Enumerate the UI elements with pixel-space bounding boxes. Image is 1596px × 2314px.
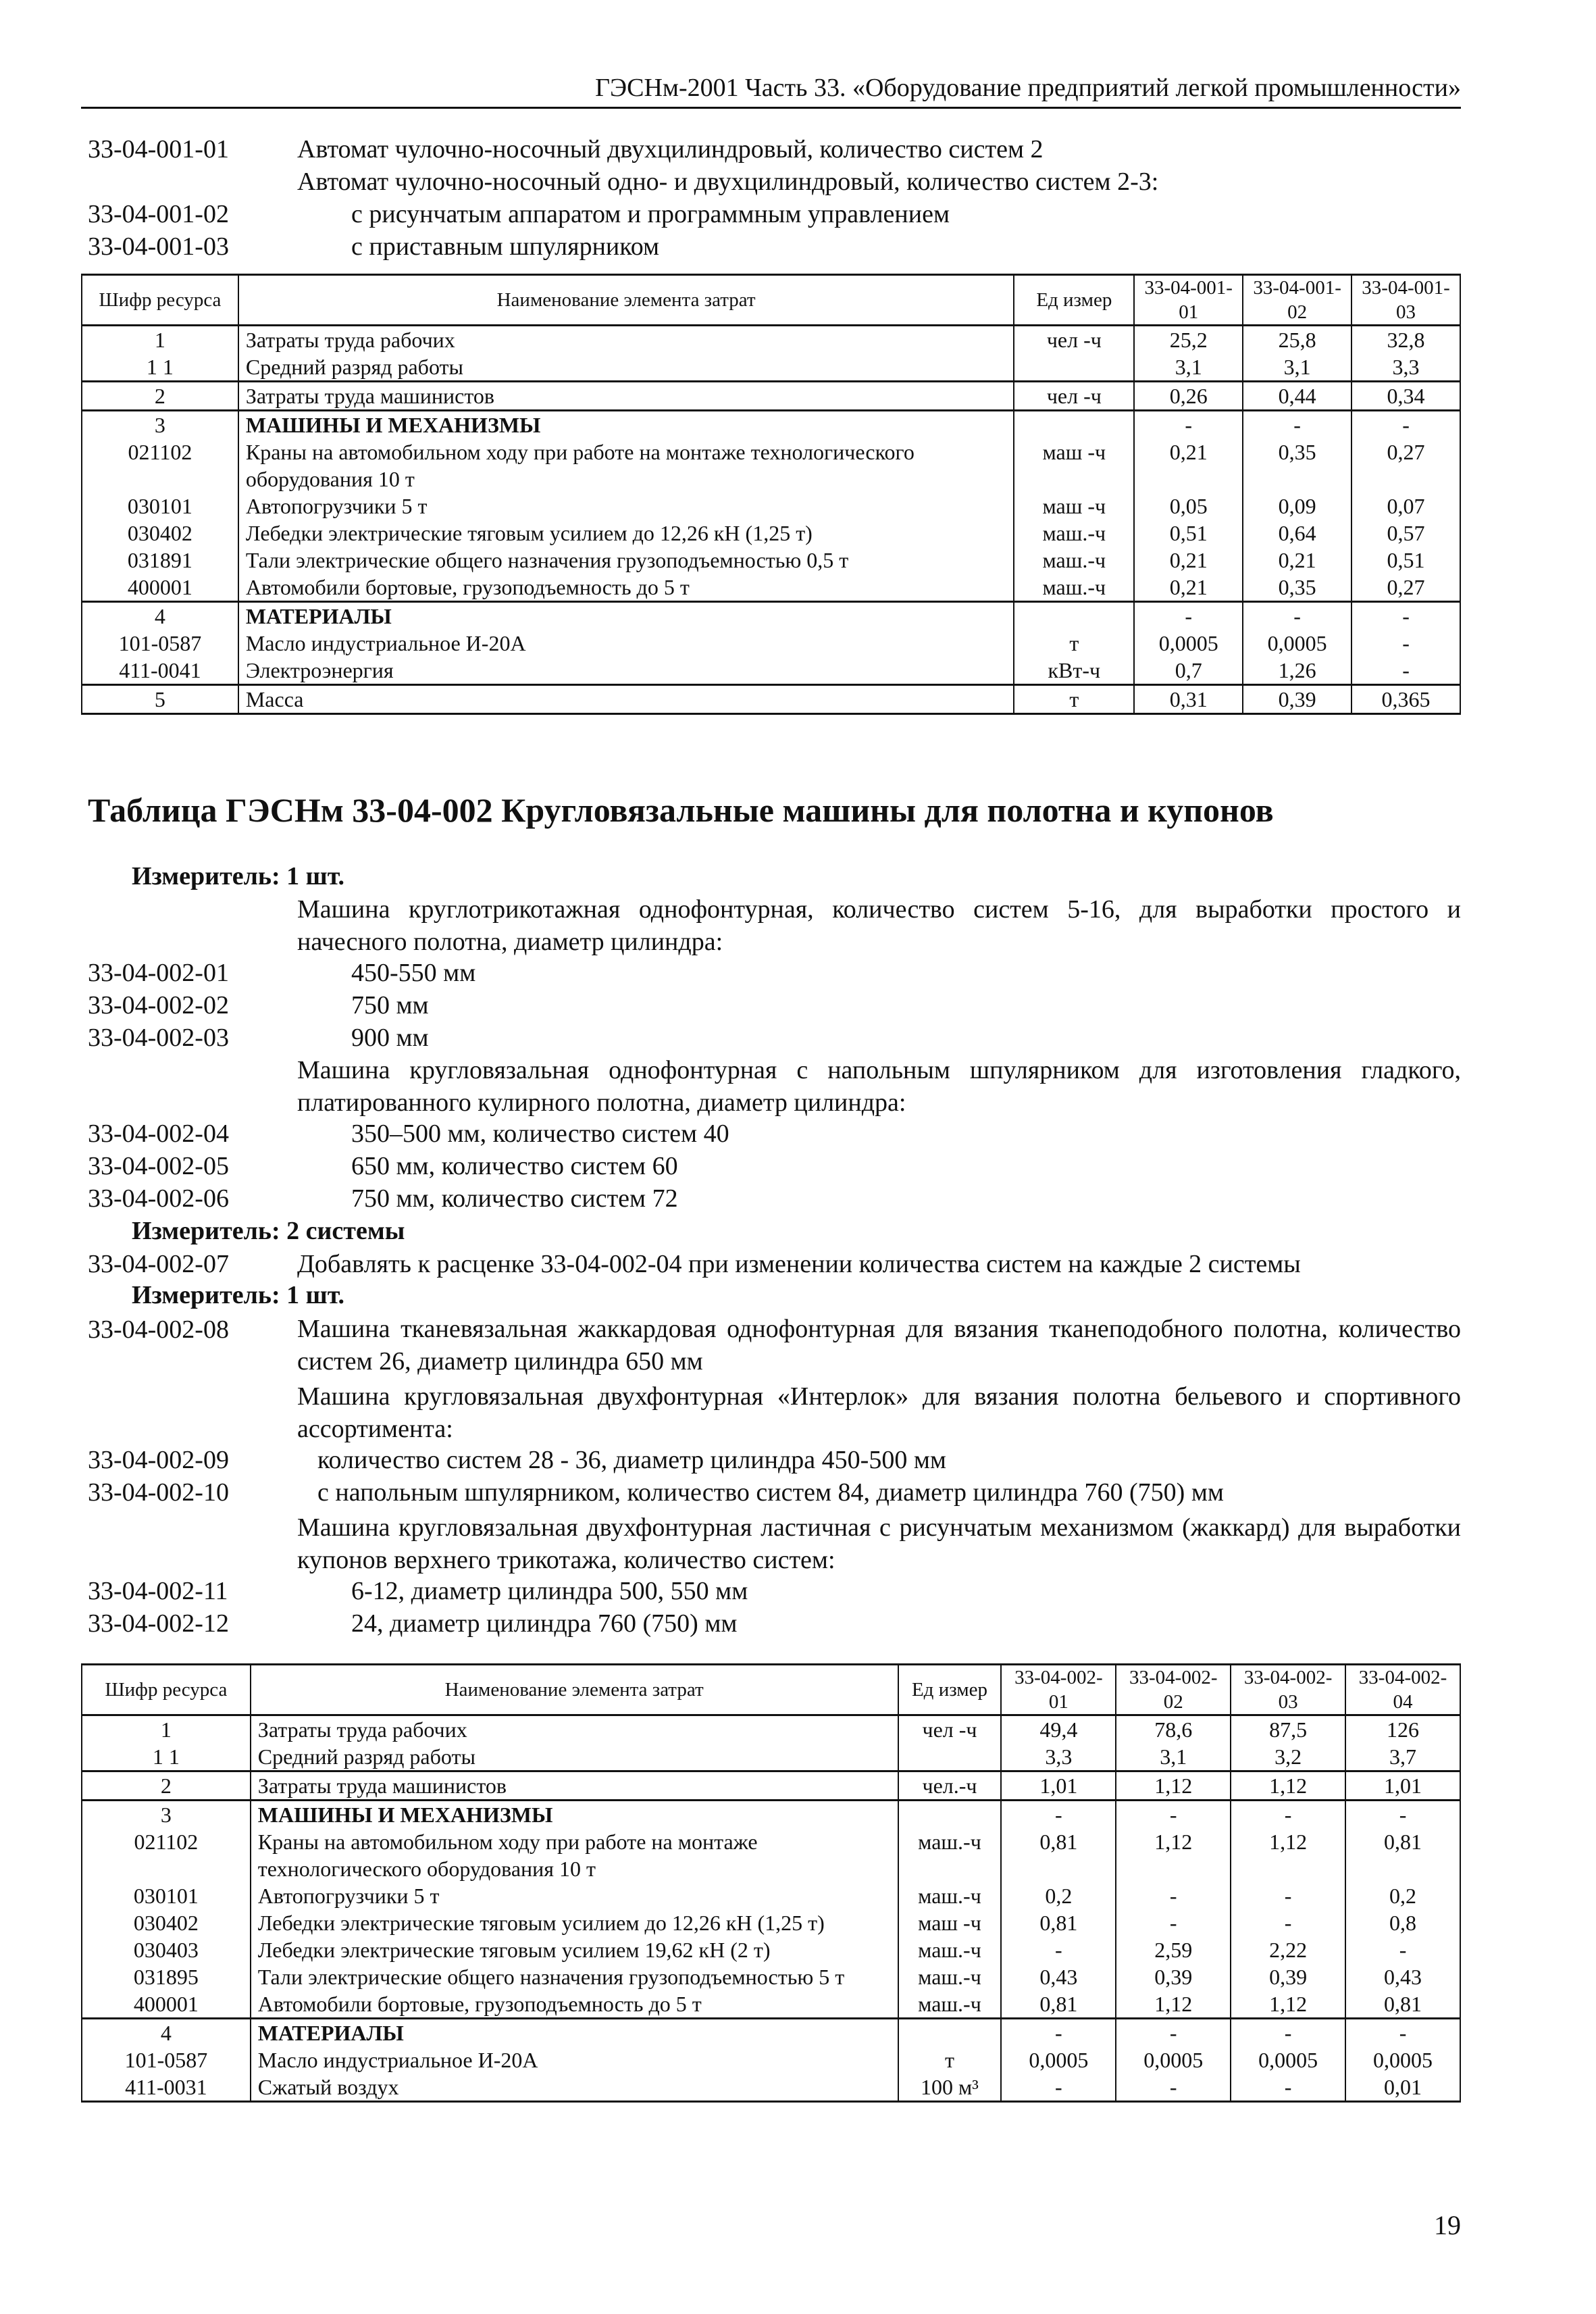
unit-cell: т xyxy=(1014,630,1134,657)
resource-name-cell: Тали электрические общего назначения грузоподъемностью 5 т xyxy=(251,1963,898,1990)
value-cell: - xyxy=(1243,602,1352,630)
value-cell: - xyxy=(1116,1882,1231,1909)
value-cell: 126 xyxy=(1345,1715,1460,1744)
position-code: 33-04-002-10 xyxy=(88,1478,229,1507)
value-cell: 0,27 xyxy=(1352,438,1460,493)
value-cell: 0,26 xyxy=(1134,382,1243,411)
unit-cell: маш.-ч xyxy=(1014,547,1134,574)
value-cell: - xyxy=(1243,411,1352,439)
position-text: 650 мм, количество систем 60 xyxy=(351,1152,678,1180)
position-code: 33-04-002-09 xyxy=(88,1446,229,1474)
unit-cell: маш.-ч xyxy=(898,1990,1002,2019)
position-text: с напольным шпулярником, количество систем 84, диаметр цилиндра 760 (750) мм xyxy=(317,1478,1224,1507)
value-cell: 1,01 xyxy=(1345,1771,1460,1801)
unit-cell xyxy=(898,2019,1002,2047)
value-cell: 0,43 xyxy=(1001,1963,1116,1990)
unit-cell: кВт-ч xyxy=(1014,657,1134,685)
position-text: 450-550 мм xyxy=(351,959,476,987)
value-cell: 3,1 xyxy=(1134,353,1243,382)
resource-name-cell: Средний разряд работы xyxy=(238,353,1014,382)
value-cell: 0,0005 xyxy=(1134,630,1243,657)
unit-cell: чел -ч xyxy=(1014,326,1134,354)
value-cell: 0,81 xyxy=(1001,1990,1116,2019)
column-header: 33-04-002-02 xyxy=(1116,1665,1231,1715)
value-cell: 0,7 xyxy=(1134,657,1243,685)
unit-cell: чел.-ч xyxy=(898,1771,1002,1801)
value-cell: 0,35 xyxy=(1243,574,1352,602)
table-row xyxy=(82,1743,1460,1771)
position-code: 33-04-002-01 xyxy=(88,959,229,987)
resource-name-cell: Краны на автомобильном ходу при работе на монтаже технологического оборудования 10 т xyxy=(251,1828,898,1882)
value-cell: 49,4 xyxy=(1001,1715,1116,1744)
column-header: Шифр ресурса xyxy=(82,1665,251,1715)
resource-name-cell: МАТЕРИАЛЫ xyxy=(251,2019,898,2047)
resource-name-cell: Тали электрические общего назначения грузоподъемностью 0,5 т xyxy=(238,547,1014,574)
value-cell: - xyxy=(1116,1909,1231,1936)
value-cell: - xyxy=(1231,1882,1345,1909)
resource-name-cell: Автомобили бортовые, грузоподъемность до 5 т xyxy=(251,1990,898,2019)
resource-code-cell: 3 xyxy=(82,1801,251,1829)
resource-name-cell: Масло индустриальное И-20А xyxy=(251,2046,898,2073)
resource-code-cell: 030101 xyxy=(82,1882,251,1909)
unit-cell: т xyxy=(1014,685,1134,714)
unit-cell: чел -ч xyxy=(1014,382,1134,411)
resource-code-cell: 031891 xyxy=(82,547,238,574)
unit-cell: маш.-ч xyxy=(898,1936,1002,1963)
value-cell: 1,12 xyxy=(1231,1771,1345,1801)
unit-cell: маш -ч xyxy=(1014,493,1134,520)
table-row xyxy=(82,2073,1460,2102)
position-code: 33-04-002-12 xyxy=(88,1609,229,1638)
table-row xyxy=(82,520,1460,547)
value-cell: 78,6 xyxy=(1116,1715,1231,1744)
position-text: Добавлять к расценке 33-04-002-04 при изменении количества систем на каждые 2 системы xyxy=(297,1250,1301,1278)
value-cell: - xyxy=(1001,1936,1116,1963)
value-cell: 0,81 xyxy=(1345,1828,1460,1882)
resource-code-cell: 1 xyxy=(82,1715,251,1744)
page-header: ГЭСНм-2001 Часть 33. «Оборудование предприятий легкой промышленности» xyxy=(81,73,1461,109)
position-code: 33-04-002-03 xyxy=(88,1024,229,1052)
value-cell: 3,3 xyxy=(1001,1743,1116,1771)
value-cell: 0,31 xyxy=(1134,685,1243,714)
value-cell: 0,39 xyxy=(1116,1963,1231,1990)
unit-cell xyxy=(1014,602,1134,630)
table-row xyxy=(82,1909,1460,1936)
position-code: 33-04-002-02 xyxy=(88,991,229,1020)
resource-name-cell: МАТЕРИАЛЫ xyxy=(238,602,1014,630)
resource-code-cell: 101-0587 xyxy=(82,2046,251,2073)
table-row xyxy=(82,1771,1460,1801)
position-text: 900 мм xyxy=(351,1024,429,1052)
column-header: Шифр ресурса xyxy=(82,275,238,326)
position-text: Автомат чулочно-носочный одно- и двухцилиндровый, количество систем 2-3: xyxy=(297,168,1159,196)
table-row xyxy=(82,2019,1460,2047)
value-cell: 1,01 xyxy=(1001,1771,1116,1801)
resource-code-cell: 411-0041 xyxy=(82,657,238,685)
resource-code-cell: 2 xyxy=(82,382,238,411)
value-cell: 0,64 xyxy=(1243,520,1352,547)
value-cell: 1,12 xyxy=(1231,1990,1345,2019)
table-row xyxy=(82,326,1460,354)
resource-code-cell: 400001 xyxy=(82,574,238,602)
value-cell: 0,34 xyxy=(1352,382,1460,411)
position-text: с рисунчатым аппаратом и программным управлением xyxy=(351,200,950,228)
resource-code-cell: 3 xyxy=(82,411,238,439)
value-cell: - xyxy=(1352,602,1460,630)
resource-code-cell: 1 xyxy=(82,326,238,354)
position-code: 33-04-001-02 xyxy=(88,200,229,228)
value-cell: 3,1 xyxy=(1243,353,1352,382)
unit-cell: маш.-ч xyxy=(1014,520,1134,547)
table-row xyxy=(82,382,1460,411)
measure-label-2: Измеритель: 2 системы xyxy=(132,1217,405,1245)
position-text: с приставным шпулярником xyxy=(351,232,660,261)
value-cell: 25,8 xyxy=(1243,326,1352,354)
value-cell: - xyxy=(1001,2019,1116,2047)
resource-code-cell: 030402 xyxy=(82,520,238,547)
value-cell: - xyxy=(1345,1936,1460,1963)
value-cell: 0,51 xyxy=(1352,547,1460,574)
value-cell: 0,09 xyxy=(1243,493,1352,520)
value-cell: - xyxy=(1134,411,1243,439)
resource-code-cell: 1 1 xyxy=(82,353,238,382)
value-cell: 0,44 xyxy=(1243,382,1352,411)
position-code: 33-04-002-06 xyxy=(88,1184,229,1213)
value-cell: 0,2 xyxy=(1001,1882,1116,1909)
value-cell: - xyxy=(1345,1801,1460,1829)
table-row xyxy=(82,1882,1460,1909)
column-header: 33-04-002-03 xyxy=(1231,1665,1345,1715)
value-cell: 0,81 xyxy=(1345,1990,1460,2019)
table-row xyxy=(82,1715,1460,1744)
table-row xyxy=(82,411,1460,439)
value-cell: 3,3 xyxy=(1352,353,1460,382)
value-cell: - xyxy=(1134,602,1243,630)
resource-code-cell: 5 xyxy=(82,685,238,714)
value-cell: 0,21 xyxy=(1243,547,1352,574)
resource-code-cell: 411-0031 xyxy=(82,2073,251,2102)
resource-name-cell: Лебедки электрические тяговым усилием до 12,26 кН (1,25 т) xyxy=(251,1909,898,1936)
resource-name-cell: Лебедки электрические тяговым усилием до 12,26 кН (1,25 т) xyxy=(238,520,1014,547)
position-text: 350–500 мм, количество систем 40 xyxy=(351,1120,729,1148)
value-cell: 0,21 xyxy=(1134,547,1243,574)
value-cell: 0,0005 xyxy=(1231,2046,1345,2073)
description-paragraph-2: Машина кругловязальная однофонтурная с напольным шпулярником для изготовления гладкого, платированного кулирного полотна, диаметр цилиндра: xyxy=(297,1056,1461,1117)
value-cell: 0,39 xyxy=(1231,1963,1345,1990)
unit-cell: т xyxy=(898,2046,1002,2073)
value-cell: 0,0005 xyxy=(1345,2046,1460,2073)
resource-name-cell: Масса xyxy=(238,685,1014,714)
value-cell: 0,0005 xyxy=(1116,2046,1231,2073)
table-row xyxy=(82,1936,1460,1963)
value-cell: - xyxy=(1231,1909,1345,1936)
value-cell: 0,43 xyxy=(1345,1963,1460,1990)
unit-cell xyxy=(1014,353,1134,382)
value-cell: 0,8 xyxy=(1345,1909,1460,1936)
value-cell: - xyxy=(1231,1801,1345,1829)
table-row xyxy=(82,2046,1460,2073)
resource-name-cell: Затраты труда рабочих xyxy=(238,326,1014,354)
value-cell: 2,59 xyxy=(1116,1936,1231,1963)
position-text: 6-12, диаметр цилиндра 500, 550 мм xyxy=(351,1577,748,1605)
unit-cell: маш -ч xyxy=(898,1909,1002,1936)
position-text-multiline: Машина тканевязальная жаккардовая однофонтурная для вязания тканеподобного полотна, количество систем 26, диаметр цилиндра 650 мм xyxy=(297,1315,1461,1376)
value-cell: 0,35 xyxy=(1243,438,1352,493)
value-cell: - xyxy=(1345,2019,1460,2047)
unit-cell: маш -ч xyxy=(1014,438,1134,493)
value-cell: 0,81 xyxy=(1001,1909,1116,1936)
resource-name-cell: Краны на автомобильном ходу при работе на монтаже технологического оборудования 10 т xyxy=(238,438,1014,493)
column-header: 33-04-002-04 xyxy=(1345,1665,1460,1715)
page-number: 19 xyxy=(1434,2210,1461,2240)
unit-cell: маш.-ч xyxy=(898,1963,1002,1990)
value-cell: 0,2 xyxy=(1345,1882,1460,1909)
unit-cell: чел -ч xyxy=(898,1715,1002,1744)
measure-label-3: Измеритель: 1 шт. xyxy=(132,1281,345,1309)
position-text: количество систем 28 - 36, диаметр цилиндра 450-500 мм xyxy=(317,1446,946,1474)
table-row xyxy=(82,685,1460,714)
resource-code-cell: 4 xyxy=(82,602,238,630)
value-cell: - xyxy=(1116,2019,1231,2047)
position-code: 33-04-002-11 xyxy=(88,1577,228,1605)
table-row xyxy=(82,547,1460,574)
resource-name-cell: Автопогрузчики 5 т xyxy=(251,1882,898,1909)
resource-code-cell: 1 1 xyxy=(82,1743,251,1771)
value-cell: - xyxy=(1352,630,1460,657)
value-cell: 87,5 xyxy=(1231,1715,1345,1744)
value-cell: 1,26 xyxy=(1243,657,1352,685)
table-row xyxy=(82,574,1460,602)
value-cell: 0,05 xyxy=(1134,493,1243,520)
resource-code-cell: 030403 xyxy=(82,1936,251,1963)
resource-name-cell: Автомобили бортовые, грузоподъемность до 5 т xyxy=(238,574,1014,602)
value-cell: 0,0005 xyxy=(1243,630,1352,657)
unit-cell xyxy=(1014,411,1134,439)
resource-code-cell: 021102 xyxy=(82,1828,251,1882)
resource-table-1 xyxy=(81,274,1461,715)
resource-name-cell: Масло индустриальное И-20А xyxy=(238,630,1014,657)
resource-code-cell: 030402 xyxy=(82,1909,251,1936)
column-header: 33-04-001-02 xyxy=(1243,275,1352,326)
table-row xyxy=(82,602,1460,630)
position-text: 750 мм xyxy=(351,991,429,1020)
table-row xyxy=(82,1990,1460,2019)
column-header: Ед измер xyxy=(1014,275,1134,326)
value-cell: 1,12 xyxy=(1116,1828,1231,1882)
position-text: 24, диаметр цилиндра 760 (750) мм xyxy=(351,1609,738,1638)
value-cell: 3,1 xyxy=(1116,1743,1231,1771)
column-header: 33-04-001-01 xyxy=(1134,275,1243,326)
resource-code-cell: 021102 xyxy=(82,438,238,493)
value-cell: 0,51 xyxy=(1134,520,1243,547)
resource-code-cell: 101-0587 xyxy=(82,630,238,657)
value-cell: - xyxy=(1116,1801,1231,1829)
value-cell: 2,22 xyxy=(1231,1936,1345,1963)
value-cell: - xyxy=(1001,1801,1116,1829)
resource-code-cell: 400001 xyxy=(82,1990,251,2019)
unit-cell xyxy=(898,1801,1002,1829)
value-cell: 0,07 xyxy=(1352,493,1460,520)
position-code: 33-04-002-04 xyxy=(88,1120,229,1148)
resource-table-2 xyxy=(81,1663,1461,2103)
resource-name-cell: Средний разряд работы xyxy=(251,1743,898,1771)
table-row xyxy=(82,657,1460,685)
value-cell: 32,8 xyxy=(1352,326,1460,354)
table-row xyxy=(82,1963,1460,1990)
position-text: 750 мм, количество систем 72 xyxy=(351,1184,678,1213)
description-paragraph-4: Машина кругловязальная двухфонтурная ластичная с рисунчатым механизмом (жаккард) для выработки купонов верхнего трикотажа, количество систем: xyxy=(297,1513,1461,1574)
position-text: Автомат чулочно-носочный двухцилиндровый, количество систем 2 xyxy=(297,135,1044,164)
table-title: Таблица ГЭСНм 33-04-002 Кругловязальные машины для полотна и купонов xyxy=(88,791,1274,829)
unit-cell xyxy=(898,1743,1002,1771)
value-cell: 1,12 xyxy=(1231,1828,1345,1882)
description-paragraph-1: Машина круглотрикотажная однофонтурная, количество систем 5-16, для выработки простого и начесного полотна, диаметр цилиндра: xyxy=(297,895,1461,956)
resource-code-cell: 2 xyxy=(82,1771,251,1801)
value-cell: - xyxy=(1231,2073,1345,2102)
column-header: 33-04-001-03 xyxy=(1352,275,1460,326)
resource-name-cell: Электроэнергия xyxy=(238,657,1014,685)
unit-cell: 100 м³ xyxy=(898,2073,1002,2102)
value-cell: 0,81 xyxy=(1001,1828,1116,1882)
position-code: 33-04-002-07 xyxy=(88,1250,229,1278)
column-header: Ед измер xyxy=(898,1665,1002,1715)
resource-name-cell: МАШИНЫ И МЕХАНИЗМЫ xyxy=(251,1801,898,1829)
resource-name-cell: Затраты труда машинистов xyxy=(251,1771,898,1801)
position-code: 33-04-001-03 xyxy=(88,232,229,261)
resource-name-cell: Затраты труда рабочих xyxy=(251,1715,898,1744)
resource-name-cell: Сжатый воздух xyxy=(251,2073,898,2102)
description-paragraph-3: Машина кругловязальная двухфонтурная «Интерлок» для вязания полотна бельевого и спортивного ассортимента: xyxy=(297,1382,1461,1443)
table-row xyxy=(82,353,1460,382)
value-cell: 0,365 xyxy=(1352,685,1460,714)
value-cell: 25,2 xyxy=(1134,326,1243,354)
value-cell: - xyxy=(1352,411,1460,439)
resource-code-cell: 031895 xyxy=(82,1963,251,1990)
value-cell: 0,39 xyxy=(1243,685,1352,714)
resource-name-cell: Лебедки электрические тяговым усилием 19,62 кН (2 т) xyxy=(251,1936,898,1963)
value-cell: 0,21 xyxy=(1134,574,1243,602)
position-code: 33-04-001-01 xyxy=(88,135,229,164)
position-code: 33-04-002-05 xyxy=(88,1152,229,1180)
table-row xyxy=(82,630,1460,657)
unit-cell: маш.-ч xyxy=(898,1828,1002,1882)
table-row xyxy=(82,438,1460,493)
resource-name-cell: МАШИНЫ И МЕХАНИЗМЫ xyxy=(238,411,1014,439)
value-cell: 0,27 xyxy=(1352,574,1460,602)
value-cell: 0,0005 xyxy=(1001,2046,1116,2073)
value-cell: - xyxy=(1352,657,1460,685)
value-cell: 1,12 xyxy=(1116,1771,1231,1801)
value-cell: - xyxy=(1231,2019,1345,2047)
value-cell: 3,7 xyxy=(1345,1743,1460,1771)
table-row xyxy=(82,1801,1460,1829)
unit-cell: маш.-ч xyxy=(1014,574,1134,602)
table-row xyxy=(82,1828,1460,1882)
value-cell: 0,57 xyxy=(1352,520,1460,547)
column-header: Наименование элемента затрат xyxy=(238,275,1014,326)
value-cell: 0,21 xyxy=(1134,438,1243,493)
position-code: 33-04-002-08 xyxy=(88,1315,229,1344)
measure-label-1: Измеритель: 1 шт. xyxy=(132,862,345,890)
value-cell: - xyxy=(1116,2073,1231,2102)
resource-code-cell: 030101 xyxy=(82,493,238,520)
column-header: Наименование элемента затрат xyxy=(251,1665,898,1715)
value-cell: - xyxy=(1001,2073,1116,2102)
table-row xyxy=(82,493,1460,520)
resource-name-cell: Затраты труда машинистов xyxy=(238,382,1014,411)
unit-cell: маш.-ч xyxy=(898,1882,1002,1909)
resource-name-cell: Автопогрузчики 5 т xyxy=(238,493,1014,520)
value-cell: 3,2 xyxy=(1231,1743,1345,1771)
column-header: 33-04-002-01 xyxy=(1001,1665,1116,1715)
value-cell: 0,01 xyxy=(1345,2073,1460,2102)
resource-code-cell: 4 xyxy=(82,2019,251,2047)
value-cell: 1,12 xyxy=(1116,1990,1231,2019)
